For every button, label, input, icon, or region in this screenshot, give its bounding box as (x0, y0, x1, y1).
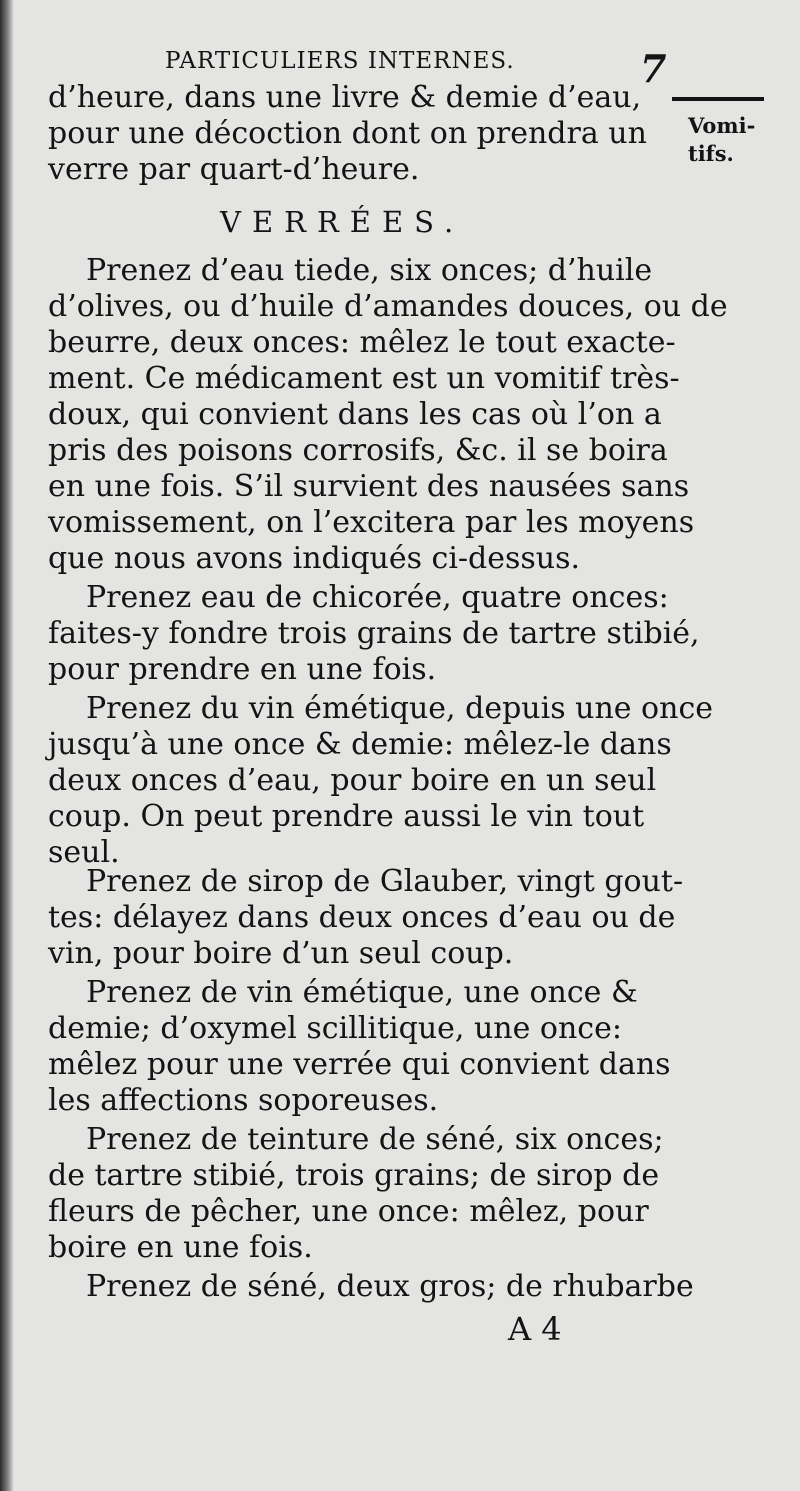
text-line: Prenez de teinture de séné, six onces; (86, 1122, 664, 1157)
text-line: pour une décoction dont on prendra un (48, 116, 647, 151)
page-number: 7 (640, 46, 667, 91)
text-line: en une fois. S’il survient des nausées sans (48, 469, 690, 504)
text-line: coup. On peut prendre aussi le vin tout (48, 799, 645, 834)
text-line: Prenez du vin émétique, depuis une once (86, 691, 713, 726)
margin-note (688, 112, 755, 168)
text-line: Prenez de séné, deux gros; de rhubarbe (86, 1269, 694, 1304)
text-line: mêlez pour une verrée qui convient dans (48, 1047, 671, 1082)
text-line: de tartre stibié, trois grains; de sirop de (48, 1158, 660, 1193)
text-line: doux, qui convient dans les cas où l’on a (48, 397, 662, 432)
text-line: pour prendre en une fois. (48, 652, 437, 687)
text-line: verre par quart-d’heure. (48, 152, 420, 187)
text-line: d’olives, ou d’huile d’amandes douces, ou de (48, 289, 728, 324)
text-line: Prenez de vin émétique, une once & (86, 975, 638, 1010)
text-line: faites-y fondre trois grains de tartre stibié, (48, 616, 700, 651)
margin-rule (672, 97, 764, 101)
text-line: beurre, deux onces: mêlez le tout exacte- (48, 325, 676, 360)
text-line: d’heure, dans une livre & demie d’eau, (48, 80, 642, 115)
margin-note-line: Vomi- (688, 113, 756, 138)
text-line: les affections soporeuses. (48, 1083, 439, 1118)
text-line: jusqu’à une once & demie: mêlez-le dans (48, 727, 672, 762)
text-line: seul. (48, 835, 120, 870)
text-line: ment. Ce médicament est un vomitif très- (48, 361, 680, 396)
text-line: Prenez de sirop de Glauber, vingt gout- (86, 864, 684, 899)
text-line: deux onces d’eau, pour boire en un seul (48, 763, 657, 798)
text-line: Prenez d’eau tiede, six onces; d’huile (86, 253, 653, 288)
margin-note-line: tifs. (688, 141, 734, 166)
section-title: VERRÉES. (220, 205, 465, 239)
text-line: tes: délayez dans deux onces d’eau ou de (48, 900, 676, 935)
page-gutter-shadow (0, 0, 14, 1491)
text-line: que nous avons indiqués ci-dessus. (48, 541, 581, 576)
text-line: vomissement, on l’excitera par les moyens (48, 505, 695, 540)
signature-mark: A 4 (508, 1310, 562, 1348)
text-line: vin, pour boire d’un seul coup. (48, 936, 514, 971)
text-line: demie; d’oxymel scillitique, une once: (48, 1011, 622, 1046)
running-header: PARTICULIERS INTERNES. (165, 48, 515, 74)
text-line: Prenez eau de chicorée, quatre onces: (86, 580, 669, 615)
text-line: fleurs de pêcher, une once: mêlez, pour (48, 1194, 649, 1229)
text-line: boire en une fois. (48, 1230, 313, 1265)
text-line: pris des poisons corrosifs, &c. il se boira (48, 433, 668, 468)
